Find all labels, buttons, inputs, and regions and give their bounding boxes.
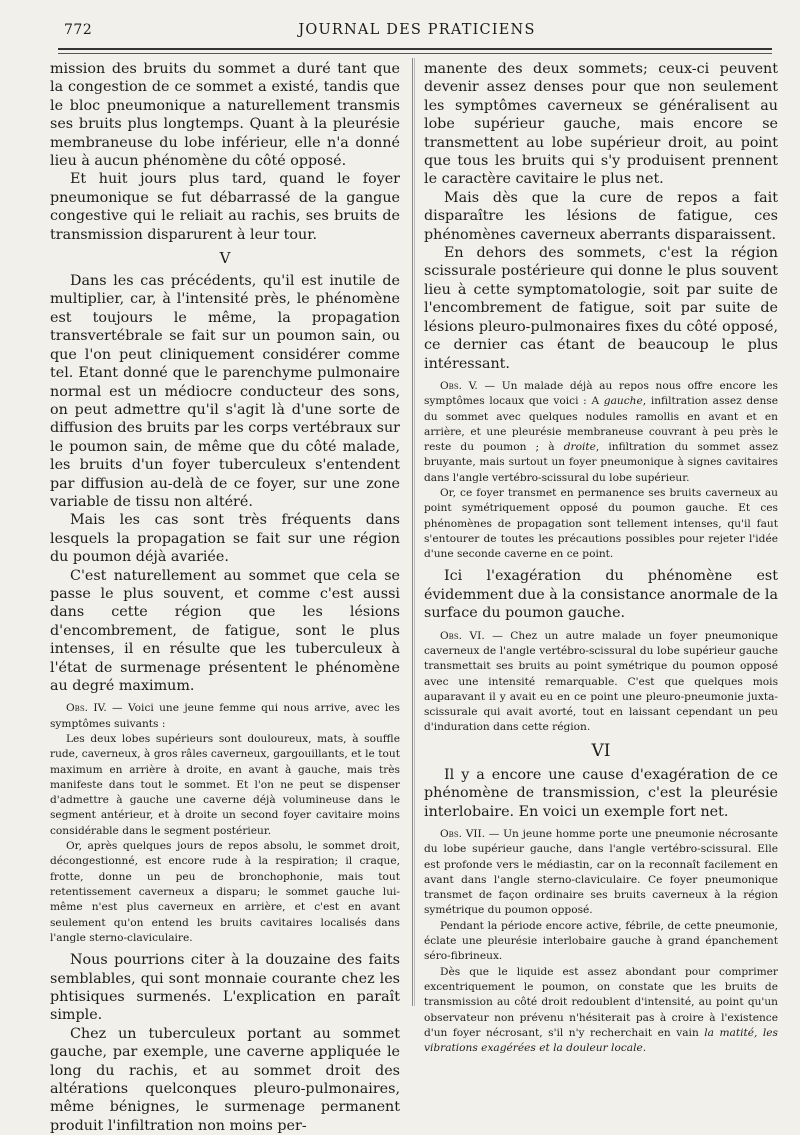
observation-label: Obs. VI.	[440, 629, 485, 642]
header-rule	[58, 48, 772, 50]
paragraph: En dehors des sommets, c'est la région scissurale postérieure qui donne le plus souvent lieu à cette symptomatologie, soit par suite de l'encombrement de fatigue, soit par suite de lésions pleuro-pulmonaires fixes du côté opposé, ce dernier cas étant de beaucoup le plus intéressant.	[424, 245, 778, 372]
header-rule-thin	[58, 53, 772, 54]
observation-paragraph: Or, ce foyer transmet en permanence ses bruits caverneux au point symétriquement opposé du poumon gauche. Et ces phénomènes de propagation sont tellement intenses, qu'il faut s'entourer de toutes les précautions possibles pour rejeter l'idée d'une seconde caverne en ce point.	[424, 486, 778, 561]
observation-text: — Chez un autre malade un foyer pneumonique caverneux de l'angle vertébro-scissural du lobe supérieur gauche transmettait ses bruits au point symétrique du poumon opposé avec une intensité remarquable. C'est que quelques mois auparavant il y avait eu en ce point une pleuro-pneumonie juxta-scissurale qui avait avorté, tout en laissant cependant un peu d'induration dans cette région.	[424, 629, 779, 734]
observation-label: Obs. VII.	[440, 827, 486, 840]
observation-text: , infiltration assez dense du sommet avec quelques nodules ramollis en avant et en arrière, et une pleurésie membraneuse couvrant à peu près le reste du poumon ; à	[424, 395, 778, 454]
left-column	[50, 60, 400, 1135]
observation-label: Obs. V.	[440, 379, 478, 392]
section-heading: VI	[591, 740, 611, 761]
observation-text: , infiltration du sommet assez bruyante, mais surtout un foyer pneumonique à signes cavitaires dans l'angle vertébro-scissural du lobe supérieur.	[424, 441, 779, 484]
paragraph: Nous pourrions citer à la douzaine des faits semblables, qui sont monnaie courante chez les phtisiques surmenés. L'explication en paraît simple.	[50, 952, 400, 1024]
paragraph: Dans les cas précédents, qu'il est inutile de multiplier, car, à l'intensité près, le phénomène est toujours le même, la propagation transvertébrale se fait sur un poumon sain, ou que l'on peut cliniquement considérer comme tel. Etant donné que le parenchyme pulmonaire normal est un médiocre conducteur des sons, on peut admettre qu'il s'agit là d'une sorte de diffusion des bruits par les corps vertébraux sur le poumon sain, de même que du côté malade, les bruits d'un foyer tuberculeux s'entendent par diffusion au-delà de ce foyer, sur une zone variable de tissu non altéré.	[50, 273, 400, 510]
paragraph: Il y a encore une cause d'exagération de ce phénomène de transmission, c'est la pleurésie interlobaire. En voici un exemple fort net.	[424, 766, 778, 820]
observation-emphasis: droite	[563, 441, 596, 454]
observation-paragraph	[50, 701, 400, 732]
observation-text: .	[642, 1042, 647, 1055]
section-heading: V	[219, 249, 231, 268]
paragraph: Mais les cas sont très fréquents dans lesquels la propagation se fait sur une région du poumon déjà avariée.	[50, 512, 400, 566]
observation-paragraph: Les deux lobes supérieurs sont douloureux, mats, à souffle rude, caverneux, à gros râles caverneux, gargouillants, et le tout maximum en arrière à droite, en avant à gauche, mais très manifeste dans tout le sommet. Et l'on ne peut se dispenser d'admettre à gauche une caverne déjà volumineuse dans le segment antérieur, et à droite un second foyer cavitaire moins considérable dans le segment postérieur.	[50, 733, 400, 837]
observation-text: — Un jeune homme porte une pneumonie nécrosante du lobe supérieur gauche, dans l'angle vertébro-scissural. Elle est profonde vers le médiastin, car on la reconnaît facilement en avant dans l'angle sterno-claviculaire. Ce foyer pneumonique transmet de façon ordinaire ses bruits caverneux à la région symétrique du poumon opposé.	[424, 827, 778, 917]
observation-emphasis: gauche	[603, 395, 643, 408]
observation-text: — Voici une jeune femme qui nous arrive, avec les symptômes suivants :	[50, 702, 400, 730]
column-divider	[412, 58, 413, 1006]
page-number: 772	[64, 22, 93, 38]
page-header	[64, 22, 770, 44]
observation-text: Dès que le liquide est assez abondant pour comprimer excentriquement le poumon, on constate que les bruits de transmission au côté droit redoublent d'intensité, au point qu'un observateur non prévenu n'hésiterait pas à croire à l'existence d'un foyer nécrosant, s'il n'y recherchait en vain	[424, 965, 778, 1039]
observation-paragraph	[424, 827, 778, 919]
observation-paragraph: Or, après quelques jours de repos absolu, le sommet droit, décongestionné, est encore rude à la respiration; il craque, frotte, donne un peu de bronchophonie, mais tout retentissement caverneux a disparu; le sommet gauche lui-même n'est plus caverneux en arrière, et c'est en avant seulement qu'on entend les bruits cavitaires localisés dans l'angle sterno-claviculaire.	[50, 840, 400, 944]
observation-emphasis: la matité, les vibrations exagérées et la douleur locale	[424, 1026, 778, 1055]
right-column	[424, 60, 778, 1056]
observation-paragraph: Pendant la période encore active, fébrile, de cette pneumonie, éclate une pleurésie interlobaire gauche à grand épanchement séro-fibrineux.	[424, 919, 778, 963]
paragraph: Et huit jours plus tard, quand le foyer pneumonique se fut débarrassé de la gangue congestive qui le reliait au rachis, ses bruits de transmission disparurent à leur tour.	[50, 171, 400, 243]
paragraph: mission des bruits du sommet a duré tant que la congestion de ce sommet a existé, tandis que le bloc pneumonique a naturellement transmis ses bruits plus longtemps. Quant à la pleurésie membraneuse du lobe inférieur, elle n'a donné lieu à aucun phénomène du côté opposé.	[50, 61, 400, 170]
paragraph: manente des deux sommets; ceux-ci peuvent devenir assez denses pour que non seulement les symptômes caverneux se généralisent au lobe supérieur gauche, mais encore se transmettent au lobe supérieur droit, au point que tous les bruits qui s'y produisent prennent le caractère cavitaire le plus net.	[424, 61, 778, 188]
observation-paragraph	[424, 629, 778, 736]
observation-paragraph	[424, 379, 778, 486]
observation-text: — Un malade déjà au repos nous offre encore les symptômes locaux que voici : A	[424, 379, 778, 408]
paragraph: Mais dès que la cure de repos a fait disparaître les lésions de fatigue, ces phénomènes caverneux aberrants disparaissent.	[424, 189, 778, 243]
paragraph: Ici l'exagération du phénomène est évidemment due à la consistance anormale de la surface du poumon gauche.	[424, 568, 778, 622]
journal-title: JOURNAL DES PRATICIENS	[298, 22, 536, 38]
paragraph: C'est naturellement au sommet que cela se passe le plus souvent, et comme c'est aussi dans cette région que les lésions d'encombrement, de fatigue, sont le plus intenses, il en résulte que les tuberculeux à l'état de surmenage présentent le phénomène au degré maximum.	[50, 567, 400, 694]
column-divider-inner	[414, 58, 415, 1006]
observation-paragraph	[424, 965, 778, 1057]
paragraph: Chez un tuberculeux portant au sommet gauche, par exemple, une caverne appliquée le long du rachis, et au sommet droit des altérations quelconques pleuro-pulmonaires, même bénignes, le surmenage permanent produit l'infiltration non moins per-	[50, 1025, 400, 1134]
observation-label: Obs. IV.	[66, 702, 107, 715]
